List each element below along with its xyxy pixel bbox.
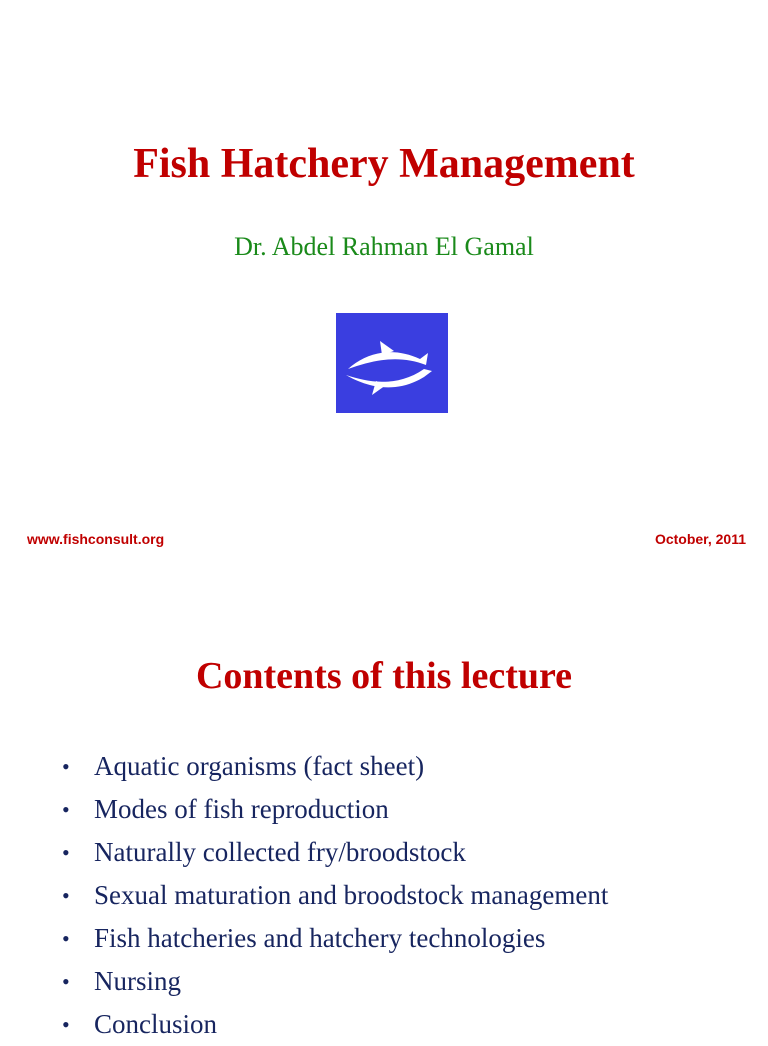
bullet-icon: • <box>62 1012 70 1037</box>
bullet-icon: • <box>62 797 70 822</box>
author-name: Dr. Abdel Rahman El Gamal <box>234 232 534 261</box>
contents-heading: Contents of this lecture <box>195 655 573 697</box>
list-item <box>62 788 608 831</box>
list-item-label: Conclusion <box>94 1009 218 1039</box>
list-item-label: Fish hatcheries and hatchery technologies <box>94 923 546 953</box>
slide-title: Fish Hatchery Management <box>133 141 635 187</box>
list-item-label: Naturally collected fry/broodstock <box>94 837 466 867</box>
list-item-label: Sexual maturation and broodstock management <box>94 880 609 910</box>
bullet-icon: • <box>62 926 70 951</box>
list-item <box>62 1003 608 1046</box>
list-item <box>62 745 608 788</box>
list-item-label: Nursing <box>94 966 181 996</box>
slide-date: October, 2011 <box>654 531 746 547</box>
fish-logo-icon <box>336 313 448 413</box>
contents-list <box>62 745 608 1046</box>
list-item <box>62 874 608 917</box>
list-item-label: Aquatic organisms (fact sheet) <box>94 751 425 781</box>
bullet-icon: • <box>62 754 70 779</box>
website-link[interactable]: www.fishconsult.org <box>27 531 165 547</box>
list-item <box>62 960 608 1003</box>
bullet-icon: • <box>62 969 70 994</box>
list-item <box>62 831 608 874</box>
bullet-icon: • <box>62 883 70 908</box>
list-item <box>62 917 608 960</box>
list-item-label: Modes of fish reproduction <box>94 794 389 824</box>
bullet-icon: • <box>62 840 70 865</box>
